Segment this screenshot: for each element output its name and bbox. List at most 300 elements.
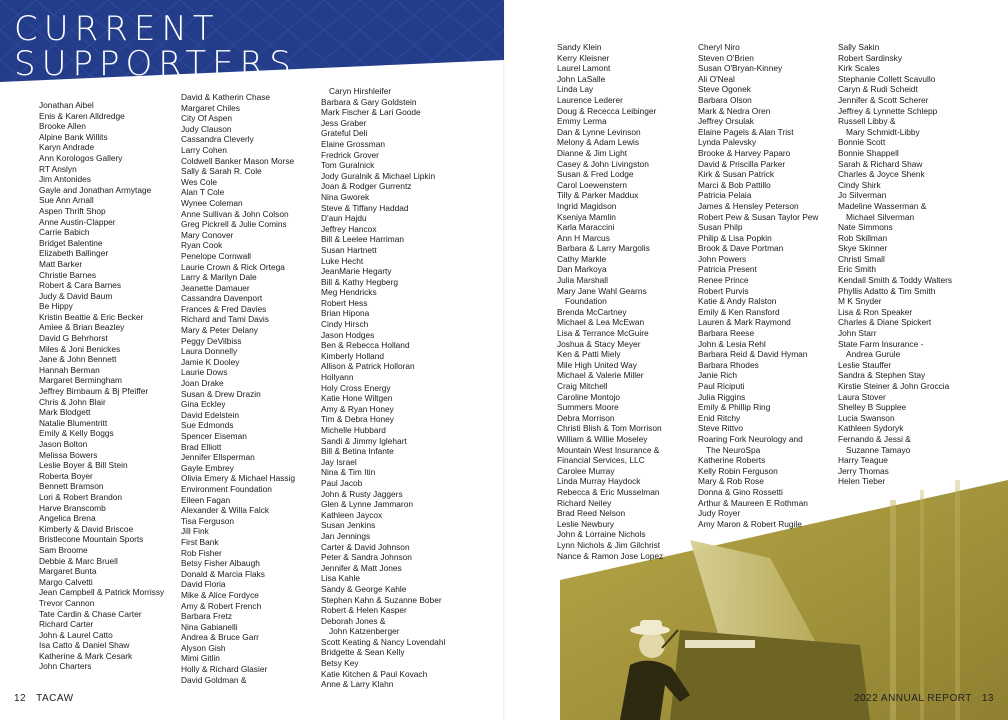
supporter-name: Susan Hartnett xyxy=(321,244,377,255)
supporter-name: Amy Maron & Robert Rugile xyxy=(698,518,802,529)
supporter-name: Tilly & Parker Maddux xyxy=(557,190,639,201)
supporter-name: Grateful Deli xyxy=(321,128,368,139)
supporter-name: Mary Jane Wahl Gearns xyxy=(557,285,647,296)
supporter-name: Brian Hipona xyxy=(321,308,370,319)
supporter-name: Judy Clauson xyxy=(181,123,232,134)
supporter-name: Emily & Phillip Ring xyxy=(698,402,771,413)
supporter-name: Elizabeth Ballinger xyxy=(39,248,109,259)
left-page-number: 12 xyxy=(14,693,27,704)
supporter-name: Foundation xyxy=(565,296,607,307)
supporter-name: Financial Services, LLC xyxy=(557,455,645,466)
supporter-name: Amiee & Brian Beazley xyxy=(39,322,125,333)
supporter-name: Barbara & Larry Margolis xyxy=(557,243,650,254)
supporter-name: Jo Silverman xyxy=(838,190,887,201)
supporter-name: Holy Cross Energy xyxy=(321,382,391,393)
supporter-name: Kerry Kleisner xyxy=(557,52,610,63)
supporter-name: Steve Ogonek xyxy=(698,84,751,95)
supporter-name: Gayle Embrey xyxy=(181,462,234,473)
supporter-name: Craig Mitchell xyxy=(557,381,608,391)
supporter-name: Jamie K Dooley xyxy=(181,356,240,367)
supporter-name: Donald & Marcia Flaks xyxy=(181,568,265,579)
supporter-name: Katherine & Mark Cesark xyxy=(39,650,133,661)
supporter-name: Fernando & Jessi & xyxy=(838,433,911,444)
supporter-name: Isa Catto & Daniel Shaw xyxy=(39,640,130,651)
supporter-name: Enid Ritchy xyxy=(698,412,741,423)
supporter-name: Sam Broome xyxy=(39,544,88,555)
supporter-name: Ingrid Magidson xyxy=(557,200,617,211)
supporter-name: Paul Jacob xyxy=(321,477,363,488)
supporter-name: Kirk & Susan Patrick xyxy=(698,169,775,180)
supporter-name: Cassandra Davenport xyxy=(181,293,263,304)
supporter-name: Suzanne Tamayo xyxy=(846,444,911,455)
supporter-name: John & Lesia Rehl xyxy=(698,338,766,349)
supporter-name: Olivia Emery & Michael Hassig xyxy=(181,473,296,484)
supporter-name: Eric Smith xyxy=(838,264,877,275)
supporter-name: Ann H Marcus xyxy=(557,232,610,243)
supporter-name: Laura Stover xyxy=(838,391,886,402)
supporter-name: Brook & Dave Portman xyxy=(698,243,784,254)
supporter-name: Lynda Palevsky xyxy=(698,137,757,148)
supporter-name: Nance & Ramon Jose Lopez xyxy=(557,550,664,561)
supporter-name: Spencer Eiseman xyxy=(181,431,247,441)
supporter-name: Mimi Gitlin xyxy=(181,653,220,664)
supporter-name: Robert Hess xyxy=(321,297,368,308)
supporter-name: Laurie Dows xyxy=(181,367,228,378)
supporter-name: Jennifer Ellsperman xyxy=(181,452,255,463)
supporter-name: Kristin Beattie & Eric Becker xyxy=(39,311,144,322)
supporter-name: Alan T Cole xyxy=(181,187,225,198)
title-line-2: SUPPORTERS xyxy=(14,44,297,84)
supporter-name: Madeline Wasserman & xyxy=(838,200,927,211)
supporter-name: Stephanie Collett Scavullo xyxy=(838,73,936,84)
supporter-name: Debbie & Marc Bruell xyxy=(39,555,118,566)
supporter-name: Bonnie Shappell xyxy=(838,147,899,158)
supporter-name: Donna & Gino Rossetti xyxy=(698,486,783,497)
supporter-name: David & Katherin Chase xyxy=(181,92,271,102)
supporter-name: James & Hensley Peterson xyxy=(698,200,799,211)
supporters-column-4 xyxy=(557,42,663,561)
supporter-name: Greg Pickrell & Julie Comins xyxy=(181,219,287,230)
supporter-name: Nina Gabianelli xyxy=(181,621,238,632)
supporter-name: Steven O'Brien xyxy=(698,52,754,63)
supporter-name: Richard Neiley xyxy=(557,497,612,508)
supporter-name: Ann Korologos Gallery xyxy=(39,152,123,163)
supporter-name: Jean Campbell & Patrick Morrissy xyxy=(39,587,165,598)
supporter-name: Barbara Olson xyxy=(698,94,752,105)
supporter-name: Stephen Kahn & Suzanne Bober xyxy=(321,594,442,605)
supporter-name: Mark Blodgett xyxy=(39,407,91,418)
supporter-name: Robert & Helen Kasper xyxy=(321,605,407,616)
supporter-name: Matt Barker xyxy=(39,258,83,269)
supporter-name: Lisa & Terrance McGuire xyxy=(557,328,649,339)
supporter-name: Susan & Drew Drazin xyxy=(181,388,261,399)
supporter-name: Aspen Thrift Shop xyxy=(39,205,106,216)
supporter-name: Mike & Alice Fordyce xyxy=(181,589,259,600)
supporter-name: Margaret Bermingham xyxy=(39,375,123,386)
supporter-name: Richard Carter xyxy=(39,619,94,630)
supporter-name: John Starr xyxy=(838,328,877,339)
supporter-name: Jonathan Aibel xyxy=(39,100,94,110)
supporter-name: Roberta Boyer xyxy=(39,470,93,481)
supporter-name: Barbara & Gary Goldstein xyxy=(321,96,417,107)
supporter-name: Wynee Coleman xyxy=(181,197,243,208)
supporter-name: Katherine Roberts xyxy=(698,455,766,466)
supporter-name: David Goldman & xyxy=(181,674,247,685)
supporter-name: Alpine Bank Willits xyxy=(39,131,108,142)
supporter-name: Robert & Cara Barnes xyxy=(39,280,122,291)
supporter-name: Anne Sullivan & John Colson xyxy=(181,208,289,219)
supporter-name: Susan O'Bryan-Kinney xyxy=(698,63,783,74)
supporter-name: Karla Maraccini xyxy=(557,222,615,233)
supporter-name: Brooke Allen xyxy=(39,121,86,132)
supporter-name: Dianne & Jim Light xyxy=(557,147,628,158)
supporter-name: Lucia Swanson xyxy=(838,412,895,423)
supporter-name: Michelle Hubbard xyxy=(321,425,386,435)
supporter-name: Amy & Robert French xyxy=(181,600,262,611)
supporter-name: Angelica Brena xyxy=(39,513,96,524)
supporter-name: Allison & Patrick Holloran xyxy=(321,361,415,372)
supporter-name: Tate Cardin & Chase Carter xyxy=(39,608,142,619)
supporter-name: John Powers xyxy=(698,253,747,264)
supporter-name: JeanMarie Hegarty xyxy=(321,266,392,277)
supporters-column-5 xyxy=(698,42,818,529)
supporter-name: Hollyann xyxy=(321,372,354,383)
supporter-name: Katie Kitchen & Paul Kovach xyxy=(321,668,428,679)
supporter-name: Cassandra Cleverly xyxy=(181,134,254,145)
supporter-name: John Charters xyxy=(39,661,92,672)
supporter-name: Melony & Adam Lewis xyxy=(557,137,640,148)
supporter-name: Bill & Leelee Harriman xyxy=(321,234,405,245)
supporter-name: Jerry Thomas xyxy=(838,465,889,476)
supporter-name: Dan Markoya xyxy=(557,264,607,275)
supporter-name: Amy & Ryan Honey xyxy=(321,403,394,414)
supporter-name: Mary & Rob Rose xyxy=(698,476,764,487)
supporter-name: Lauren & Mark Raymond xyxy=(698,317,791,328)
supporter-name: Susan Philp xyxy=(698,222,743,233)
supporter-name: Cheryl Niro xyxy=(698,42,740,52)
supporter-name: Andrea Gurule xyxy=(846,349,901,360)
supporter-name: Kelly Robin Ferguson xyxy=(698,465,778,476)
supporter-name: Caryn Hirshleifer xyxy=(329,86,392,96)
supporter-name: D'aun Hajdu xyxy=(321,213,367,224)
supporter-name: The NeuroSpa xyxy=(706,444,761,455)
supporter-name: Fredrick Grover xyxy=(321,149,379,160)
supporter-name: Larry & Marilyn Dale xyxy=(181,272,257,283)
supporter-name: RT Anslyn xyxy=(39,163,77,174)
supporter-name: Jeffrey Birnbaum & Bj Pfeiffer xyxy=(39,386,149,397)
supporter-name: Bridget Balentine xyxy=(39,237,103,248)
supporter-name: Michael & Lea McEwan xyxy=(557,317,645,328)
supporter-name: Anne & Larry Klahn xyxy=(321,679,394,690)
supporter-name: Brad Elliott xyxy=(181,441,222,452)
supporter-name: John & Laurel Catto xyxy=(39,629,113,640)
supporter-name: Kseniya Mamlin xyxy=(557,211,616,222)
supporter-name: Richard and Tami Davis xyxy=(181,314,269,325)
supporter-name: Arthur & Maureen E Rothman xyxy=(698,497,808,508)
supporter-name: Mark & Nedra Oren xyxy=(698,105,771,116)
supporter-name: John LaSalle xyxy=(557,73,606,84)
supporter-name: Laura Donnelly xyxy=(181,346,238,357)
supporter-name: Kathleen Jaycox xyxy=(321,509,383,520)
supporter-name: Melissa Bowers xyxy=(39,449,98,460)
supporter-name: Emily & Ken Ransford xyxy=(698,306,780,317)
supporter-name: Bridgette & Sean Kelly xyxy=(321,647,405,658)
supporter-name: Margaret Bunta xyxy=(39,566,97,577)
supporter-name: Lisa & Ron Speaker xyxy=(838,306,913,317)
supporter-name: Caryn & Rudi Scheidt xyxy=(838,84,918,95)
supporter-name: Sandy Klein xyxy=(557,42,602,52)
right-footer xyxy=(854,693,994,704)
supporter-name: David Edelstein xyxy=(181,409,239,420)
supporter-name: Ali O'Neal xyxy=(698,73,735,84)
supporter-name: Bonnie Scott xyxy=(838,137,886,148)
supporter-name: Helen Tieber xyxy=(838,476,886,487)
supporter-name: Debra Morrison xyxy=(557,412,615,423)
supporter-name: Sally Sakin xyxy=(838,42,880,52)
supporter-name: Betsy Key xyxy=(321,658,359,669)
supporter-name: Eileen Fagan xyxy=(181,494,231,505)
supporter-name: Trevor Cannon xyxy=(39,597,95,608)
supporter-name: Jay Israel xyxy=(321,456,357,467)
supporter-name: Luke Hecht xyxy=(321,255,364,266)
supporter-name: Leslie Boyer & Bill Stein xyxy=(39,460,128,471)
supporter-name: Laurel Lamont xyxy=(557,63,611,74)
supporter-name: Andrea & Bruce Garr xyxy=(181,632,259,643)
supporter-name: Barbara Rhodes xyxy=(698,359,759,370)
supporter-name: Jeffrey Orsulak xyxy=(698,116,754,127)
supporter-name: Larry Cohen xyxy=(181,144,227,155)
supporter-name: Be Hippy xyxy=(39,301,73,312)
supporter-name: Nina Gworek xyxy=(321,191,370,202)
supporters-column-2 xyxy=(181,92,295,685)
supporter-name: Nina & Tim Itin xyxy=(321,467,376,478)
supporter-name: Cathy Markle xyxy=(557,253,607,264)
supporter-name: Sandy & George Kahle xyxy=(321,583,407,594)
supporter-name: Phyllis Adatto & Tim Smith xyxy=(838,285,936,296)
supporter-name: Holly & Richard Glasier xyxy=(181,664,268,675)
supporter-name: Wes Cole xyxy=(181,176,218,187)
supporters-column-3 xyxy=(321,86,445,690)
supporter-name: Shelley B Supplee xyxy=(838,402,907,413)
supporter-name: Ben & Rebecca Holland xyxy=(321,340,410,351)
title-line-1: CURRENT xyxy=(14,9,220,49)
supporter-name: Sally & Sarah R. Cole xyxy=(181,166,262,177)
supporter-name: Jason Bolton xyxy=(39,439,88,449)
supporter-name: Kimberly & David Briscoe xyxy=(39,523,134,534)
supporter-name: Leslie Newbury xyxy=(557,518,615,529)
supporter-name: Penelope Cornwall xyxy=(181,250,252,261)
supporter-name: Mark Fischer & Lari Goode xyxy=(321,107,421,118)
supporter-name: Doug & Rececca Leibinger xyxy=(557,105,657,116)
supporter-name: Hannah Berman xyxy=(39,364,100,375)
supporter-name: Christi Small xyxy=(838,253,885,264)
supporter-name: Jess Graber xyxy=(321,117,367,128)
supporter-name: Summers Moore xyxy=(557,402,619,413)
right-footer-label: 2022 ANNUAL REPORT xyxy=(853,693,972,704)
supporter-name: Mountain West Insurance & xyxy=(557,444,660,455)
supporter-name: Steve Rittvo xyxy=(698,423,743,434)
supporter-name: Cindy Shirk xyxy=(838,179,881,190)
supporter-name: Laurie Crown & Rick Ortega xyxy=(181,261,285,272)
supporter-name: Jill Fink xyxy=(181,526,209,537)
supporter-name: Susan Jenkins xyxy=(321,520,376,531)
supporter-name: Lisa Kahle xyxy=(321,573,360,584)
supporter-name: Steve & Tiffany Haddad xyxy=(321,202,409,213)
supporter-name: Joan & Rodger Gurrentz xyxy=(321,181,412,192)
supporter-name: Tim & Debra Honey xyxy=(321,414,394,425)
supporter-name: Sandi & Jimmy Iglehart xyxy=(321,435,407,446)
supporter-name: Emily & Kelly Boggs xyxy=(39,428,114,439)
supporter-name: Elaine Pagels & Alan Trist xyxy=(698,126,794,137)
supporter-name: Bill & Kathy Hegberg xyxy=(321,276,398,287)
page-gutter xyxy=(503,0,505,720)
supporter-name: Katie Hone Wiltgen xyxy=(321,393,393,404)
supporter-name: Jennifer & Scott Scherer xyxy=(838,94,929,105)
supporter-name: Rob Fisher xyxy=(181,547,222,558)
supporter-name: Environment Foundation xyxy=(181,483,272,494)
supporter-name: Brenda McCartney xyxy=(557,306,627,317)
supporter-name: Jan Jennings xyxy=(321,530,371,541)
supporter-name: State Farm Insurance - xyxy=(838,338,924,349)
supporter-name: Tisa Ferguson xyxy=(181,515,235,526)
supporter-name: Joshua & Stacy Meyer xyxy=(557,338,641,349)
supporter-name: Ryan Cook xyxy=(181,240,223,251)
supporter-name: Russell Libby & xyxy=(838,116,896,127)
supporter-name: Cindy Hirsch xyxy=(321,319,369,330)
supporters-column-1 xyxy=(39,100,164,672)
supporter-name: Margo Calvetti xyxy=(39,576,93,587)
supporter-name: Jeffrey & Lynnette Schlepp xyxy=(838,105,938,116)
supporter-name: Jim Antonides xyxy=(39,174,91,185)
supporter-name: Carrie Babich xyxy=(39,227,90,238)
supporter-name: Kathleen Sydoryk xyxy=(838,423,904,434)
supporter-name: First Bank xyxy=(181,536,219,547)
supporter-name: Bill & Betina Infante xyxy=(321,446,394,457)
supporter-name: Kirk Scales xyxy=(838,63,880,74)
supporter-name: Barbara Fretz xyxy=(181,611,233,622)
supporter-name: Skye Skinner xyxy=(838,243,888,254)
supporter-name: Susan & Fred Lodge xyxy=(557,169,634,180)
supporter-name: David & Priscilla Parker xyxy=(698,158,786,169)
supporter-name: Carter & David Johnson xyxy=(321,541,410,552)
supporter-name: Charles & Diane Spickert xyxy=(838,317,932,328)
supporter-name: Christie Barnes xyxy=(39,269,97,280)
supporter-name: Patricia Pelaia xyxy=(698,190,752,201)
supporter-name: Carolee Murray xyxy=(557,465,615,476)
supporter-name: Gina Eckley xyxy=(181,399,226,410)
supporter-name: Enis & Karen Alldredge xyxy=(39,110,125,121)
supporter-name: Janie Rich xyxy=(698,370,737,381)
supporter-name: Marci & Bob Pattillo xyxy=(698,179,771,190)
supporter-name: Rob Skillman xyxy=(838,232,888,243)
supporter-name: Jody Guralnik & Michael Lipkin xyxy=(321,170,436,181)
supporters-column-6 xyxy=(838,42,952,487)
supporter-name: Julia Marshall xyxy=(557,275,609,286)
supporter-name: David G Behrhorst xyxy=(39,333,108,344)
supporter-name: Rebecca & Eric Musselman xyxy=(557,486,660,497)
supporter-name: Peter & Sandra Johnson xyxy=(321,552,412,563)
supporter-name: Chris & John Blair xyxy=(39,396,106,407)
supporter-name: Karyn Andrade xyxy=(39,142,95,153)
supporter-name: Linda Murray Haydock xyxy=(557,476,641,487)
supporter-name: Kendall Smith & Toddy Walters xyxy=(838,275,953,286)
supporter-name: Dan & Lynne Levinson xyxy=(557,126,641,137)
supporter-name: Leslie Stauffer xyxy=(838,359,892,370)
supporter-name: Jason Hodges xyxy=(321,329,375,340)
left-footer xyxy=(14,693,74,704)
right-page-number: 13 xyxy=(981,693,994,704)
supporter-name: Mary Schmidt-Libby xyxy=(846,126,920,137)
supporter-name: Julia Riggins xyxy=(698,391,746,402)
supporter-name: Scott Keating & Nancy Lovendahl xyxy=(321,636,446,647)
supporter-name: Betsy Fisher Albaugh xyxy=(181,558,260,569)
supporter-name: Jennifer & Matt Jones xyxy=(321,562,402,573)
supporter-name: Caroline Montojo xyxy=(557,391,621,402)
supporter-name: Linda Lay xyxy=(557,84,594,95)
supporter-name: Brad Reed Nelson xyxy=(557,508,626,519)
supporter-name: Bennett Bramson xyxy=(39,481,104,492)
supporter-name: Tom Guralnick xyxy=(321,160,375,171)
supporter-name: David Floria xyxy=(181,579,226,590)
supporter-name: Mary & Peter Delany xyxy=(181,325,258,336)
supporter-name: Sarah & Richard Shaw xyxy=(838,158,923,169)
supporter-name: Margaret Chiles xyxy=(181,102,240,113)
supporter-name: Casey & John Livingston xyxy=(557,158,649,169)
supporter-name: Coldwell Banker Mason Morse xyxy=(181,155,295,166)
supporter-name: Kirstie Steiner & John Groccia xyxy=(838,381,950,391)
supporter-name: Patricia Present xyxy=(698,264,757,275)
supporter-name: Harve Branscomb xyxy=(39,502,106,513)
supporter-name: John & Rusty Jaggers xyxy=(321,488,403,499)
supporter-name: Lynn Nichols & Jim Gilchrist xyxy=(557,539,661,550)
supporter-name: City Of Aspen xyxy=(181,113,233,124)
supporter-name: Carol Loewenstern xyxy=(557,179,628,190)
supporter-name: Bristlecone Mountain Sports xyxy=(39,534,144,545)
supporter-name: Michael & Valerie Miller xyxy=(557,370,644,381)
supporter-name: Anne Austin-Clapper xyxy=(39,216,116,227)
left-footer-label: TACAW xyxy=(36,693,74,704)
supporter-name: Philip & Lisa Popkin xyxy=(698,232,772,243)
supporter-name: Natalie Blumentritt xyxy=(39,417,108,428)
supporter-name: Sandra & Stephen Stay xyxy=(838,370,926,381)
supporter-name: Sue Edmonds xyxy=(181,420,234,431)
supporter-name: Gayle and Jonathan Armytage xyxy=(39,184,152,195)
supporter-name: Renee Prince xyxy=(698,275,749,286)
supporter-name: Michael Silverman xyxy=(846,211,915,222)
supporter-name: Jeanette Damauer xyxy=(181,282,250,293)
supporter-name: Judy & David Baum xyxy=(39,290,113,301)
supporter-name: Jane & John Bennett xyxy=(39,354,117,365)
supporter-name: Deborah Jones & xyxy=(321,615,386,626)
supporter-name: Emmy Lerma xyxy=(557,116,607,127)
supporter-name: Brooke & Harvey Paparo xyxy=(698,147,791,158)
supporter-name: William & Willie Moseley xyxy=(557,433,648,444)
supporter-name: Barbara Reid & David Hyman xyxy=(698,349,808,360)
supporter-name: Laurence Lederer xyxy=(557,94,623,105)
supporter-name: Robert Pew & Susan Taylor Pew xyxy=(698,211,819,222)
supporter-name: Nate Simmons xyxy=(838,222,893,233)
supporter-name: Robert Sardinsky xyxy=(838,52,902,63)
supporter-name: Alexander & Willa Falck xyxy=(181,505,270,516)
supporter-name: Miles & Joni Benickes xyxy=(39,343,121,354)
supporter-name: Elaine Grossman xyxy=(321,138,385,149)
supporter-name: Christi Blish & Tom Morrison xyxy=(557,423,662,434)
supporter-name: John & Lorraine Nichols xyxy=(557,529,646,540)
header-banner xyxy=(0,0,504,90)
supporter-name: M K Snyder xyxy=(838,296,882,307)
supporter-name: Meg Hendricks xyxy=(321,287,377,298)
supporter-name: Roaring Fork Neurology and xyxy=(698,433,803,444)
